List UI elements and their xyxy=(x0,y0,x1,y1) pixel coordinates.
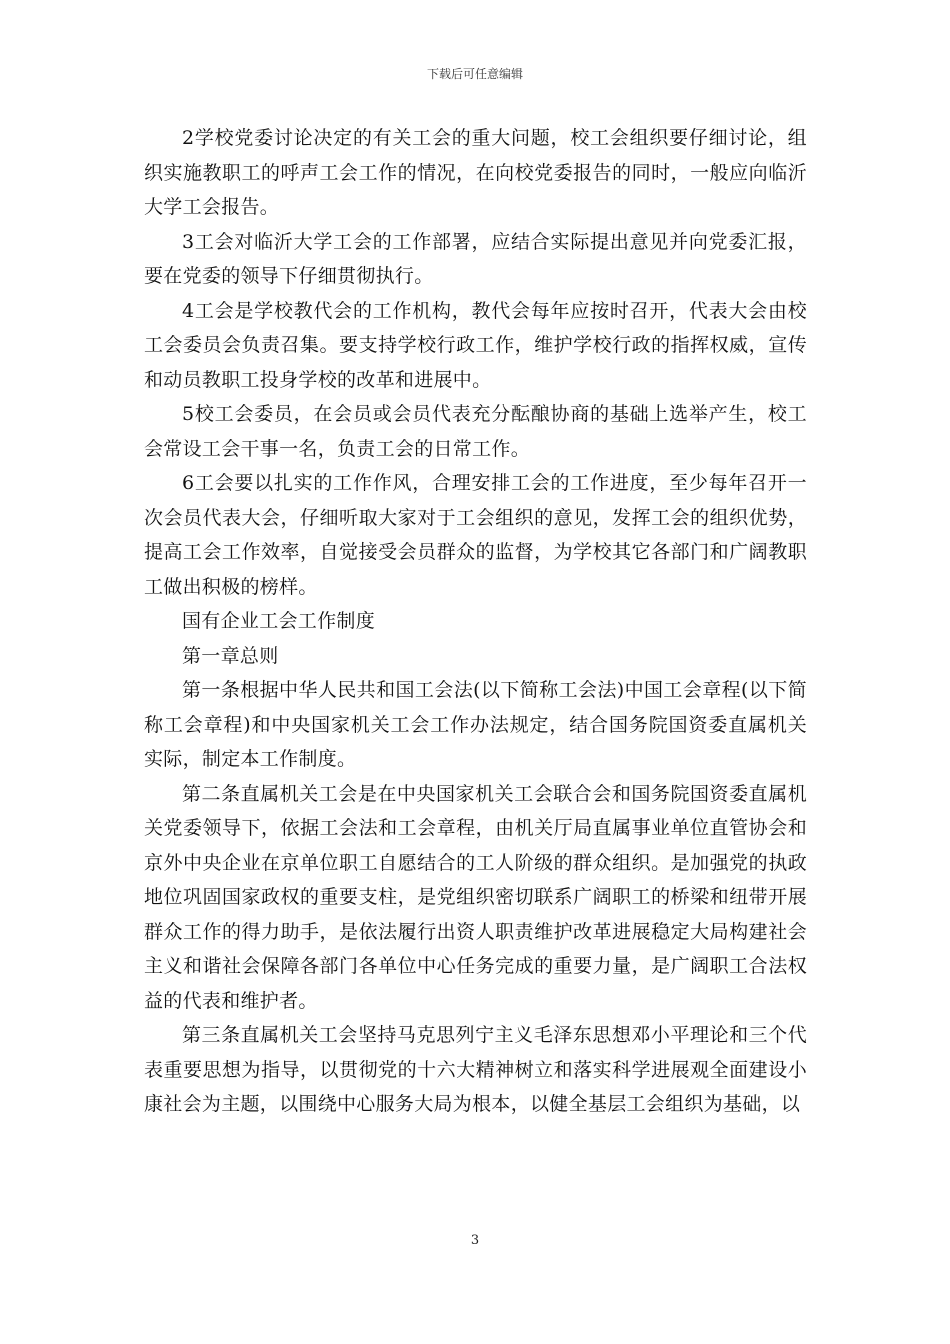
page-header-note: 下载后可任意编辑 xyxy=(426,67,523,81)
page-number: 3 xyxy=(470,1233,480,1248)
paragraph-item-2: 2学校党委讨论决定的有关工会的重大问题，校工会组织要仔细讨论，组织实施教职工的呼声工会工作的情况，在向校党委报告的同时，一般应向临沂大学工会报告。 xyxy=(144,127,807,218)
paragraph-item-4: 4工会是学校教代会的工作机构，教代会每年应按时召开，代表大会由校工会委员会负责召集。要支持学校行政工作，维护学校行政的指挥权威，宣传和动员教职工投身学校的改革和进展中。 xyxy=(144,299,807,391)
article-one: 第一条根据中华人民共和国工会法(以下简称工会法)中国工会章程(以下简称工会章程)和中央国家机关工会工作办法规定，结合国务院国资委直属机关实际，制定本工作制度。 xyxy=(144,679,807,770)
paragraph-item-3: 3工会对临沂大学工会的工作部署，应结合实际提出意见并向党委汇报，要在党委的领导下仔细贯彻执行。 xyxy=(144,230,807,287)
article-three: 第三条直属机关工会坚持马克思列宁主义毛泽东思想邓小平理论和三个代表重要思想为指导，以贯彻党的十六大精神树立和落实科学进展观全面建设小康社会为主题，以围绕中心服务大局为根本，以健全基层工会组织为基础，以 xyxy=(144,1024,807,1115)
chapter-title: 第一章总则 xyxy=(182,644,279,667)
document-body xyxy=(144,121,807,1122)
article-two: 第二条直属机关工会是在中央国家机关工会联合会和国务院国资委直属机关党委领导下，依据工会法和工会章程，由机关厅局直属事业单位直管协会和京外中央企业在京单位职工自愿结合的工人阶级的群众组织。是加强党的执政地位巩固国家政权的重要支柱，是党组织密切联系广阔职工的桥梁和纽带开展群众工作的得力助手，是依法履行出资人职责维护改革进展稳定大局构建社会主义和谐社会保障各部门各单位中心任务完成的重要力量，是广阔职工合法权益的代表和维护者。 xyxy=(144,782,807,1012)
section-title: 国有企业工会工作制度 xyxy=(182,610,376,632)
paragraph-item-6: 6工会要以扎实的工作作风，合理安排工会的工作进度，至少每年召开一次会员代表大会，仔细听取大家对于工会组织的意见，发挥工会的组织优势，提高工会工作效率，自觉接受会员群众的监督，为学校其它各部门和广阔教职工做出积极的榜样。 xyxy=(144,472,807,598)
paragraph-item-5: 5校工会委员，在会员或会员代表充分酝酿协商的基础上选举产生，校工会常设工会干事一名，负责工会的日常工作。 xyxy=(144,403,807,460)
